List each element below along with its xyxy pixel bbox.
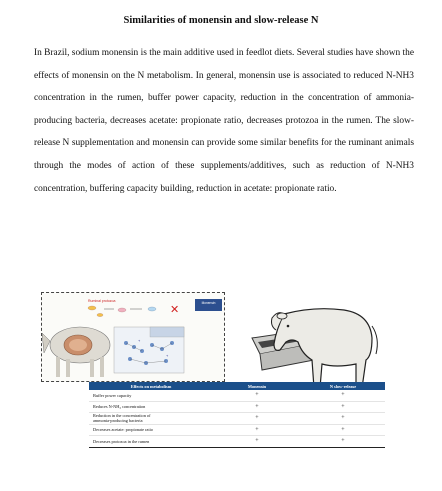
slow-release-cell: +	[301, 413, 385, 425]
table-header-row	[89, 382, 385, 390]
header-monensin: Monensin	[213, 382, 301, 390]
header-slow-release: N slow-release	[301, 382, 385, 390]
slow-release-cell: +	[301, 436, 385, 448]
cow-eating-illustration	[236, 280, 386, 392]
plus-label: +	[138, 338, 141, 343]
mechanism-figure	[41, 292, 225, 382]
slow-release-cell: +	[301, 390, 385, 401]
page-title: Similarities of monensin and slow-release N	[123, 15, 319, 26]
body-paragraph: In Brazil, sodium monensin is the main additive used in feedlot diets. Several studies have shown the effects of monensin on the N metabolism. In general, monensin use is associated to reduced N-NH3 concentration in the rumen, buffer power capacity, reduction in the concentration of ammonia-producing bacteria, decreases acetate: propionate ratio, decreases protozoa in the rumen. The slow-release N supplementation and monensin can provide some similar benefits for the ruminant animals through the modes of action of these supplements/additives, such as reduction of N-NH3 concentration, buffering capacity building, reduction in acetate: propionate ratio.	[34, 48, 414, 194]
monensin-cell: +	[213, 424, 301, 436]
effect-cell: Decreases acetate: propionate ratio	[89, 424, 213, 436]
table-row	[89, 401, 385, 413]
ruminal-label: Ruminal protozoa	[88, 299, 116, 303]
monensin-box-label: Monensin	[201, 301, 216, 305]
cross-mark: ✕	[170, 303, 180, 316]
effects-table	[89, 382, 385, 448]
effect-line: ammonia-producing bacteria	[93, 418, 143, 424]
monensin-cell: +	[213, 390, 301, 401]
table-row	[89, 390, 385, 401]
slow-release-cell: +	[301, 401, 385, 413]
effect-line: Reduction in the concentration of	[93, 413, 151, 419]
effect-cell: Reduces N-NH₃ concentration	[89, 401, 213, 413]
table-row	[89, 413, 385, 425]
effect-cell: Buffer power capacity	[89, 390, 213, 401]
monensin-cell: +	[213, 413, 301, 425]
plus-label: +	[166, 353, 169, 358]
mechanism-illustration	[42, 293, 224, 381]
table-row	[89, 436, 385, 448]
cow-illustration	[42, 327, 110, 377]
effect-cell	[89, 413, 213, 425]
header-effects: Effects on metabolism	[89, 382, 213, 390]
monensin-cell: +	[213, 401, 301, 413]
table-row	[89, 424, 385, 436]
slow-release-cell: +	[301, 424, 385, 436]
effect-cell: Decreases protozoa in the rumen	[89, 436, 213, 448]
protozoa-icons	[88, 306, 156, 317]
monensin-cell: +	[213, 436, 301, 448]
